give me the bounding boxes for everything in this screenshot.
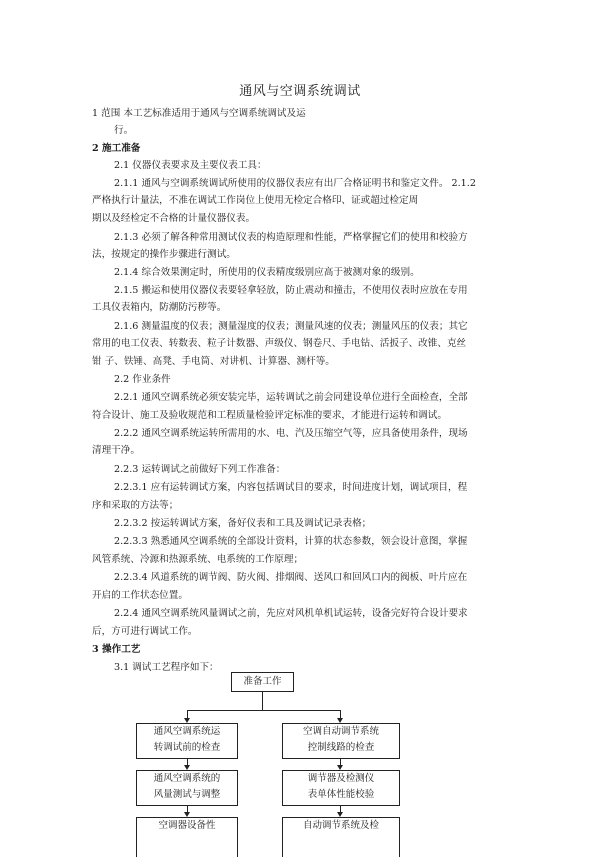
text-line: 2.1.3 必须了解各种常用测试仪表的构造原理和性能，严格掌握它们的使用和校验方 xyxy=(114,232,468,243)
flow-box-text: 表单体性能校验 xyxy=(307,789,375,800)
subsection-heading: 2.2 作业条件 xyxy=(114,374,171,385)
text-line: 法，按规定的操作步骤进行测试。 xyxy=(92,249,236,260)
flow-box-text: 通风空调系统的 xyxy=(153,773,221,784)
flow-box-text: 通风空调系统运 xyxy=(153,726,221,737)
scope-line-1: 1 范围 本工艺标准适用于通风与空调系统调试及运 xyxy=(92,108,306,119)
text-line: 2.2.4 通风空调系统风量调试之前，先应对风机单机试运转，设备完好符合设计要求 xyxy=(114,608,468,619)
text-line: 2.1.1 通风与空调系统调试所使用的仪器仪表应有出厂合格证明书和鉴定文件。 2.1.2 xyxy=(114,178,476,189)
text-line: 符合设计、施工及验收规范和工程质量检验评定标准的要求，才能进行运转和调试。 xyxy=(92,410,447,421)
flow-box-text: 控制线路的检查 xyxy=(307,742,375,753)
text-line: 期以及经检定不合格的计量仪器仪表。 xyxy=(92,213,256,224)
flow-box-control-line-check xyxy=(282,723,400,759)
flow-box-text: 调节器及检测仪 xyxy=(307,773,375,784)
flow-box-text: 空调自动调节系统 xyxy=(302,726,379,737)
flow-box-ahu-performance xyxy=(136,817,238,857)
flow-box-text: 空调器设备性 xyxy=(158,820,216,831)
flow-box-text: 风量测试与调整 xyxy=(153,789,221,800)
text-line: 2.2.2 通风空调系统运转所需用的水、电、汽及压缩空气等，应具备使用条件，现场 xyxy=(114,428,468,439)
text-line: 常用的电工仪表、转数表、粒子计数器、声级仪、钢卷尺、手电钻、活扳子、改锥、克丝 xyxy=(92,338,467,349)
flow-box-text: 转调试前的检查 xyxy=(153,742,221,753)
document-title: 通风与空调系统调试 xyxy=(239,84,361,99)
text-line: 3.1 调试工艺程序如下： xyxy=(114,662,219,673)
flow-box-airflow-test xyxy=(136,770,238,806)
text-line: 2.2.3.3 熟悉通风空调系统的全部设计资料，计算的状态参数，领会设计意图，掌握 xyxy=(114,536,468,547)
text-line: 序和采取的方法等； xyxy=(92,500,179,511)
section-heading-prep: 2 施工准备 xyxy=(92,143,141,154)
flow-box-text: 自动调节系统及检 xyxy=(302,820,379,831)
flow-connector xyxy=(262,692,263,710)
text-line: 2.2.3.4 风道系统的调节阀、防火阀、排烟阀、送风口和回风口内的阀板、叶片应在 xyxy=(114,572,468,583)
text-line: 2.2.3.1 应有运转调试方案，内容包括调试目的要求，时间进度计划，调试项目，程 xyxy=(114,482,468,493)
text-line: 后，方可进行调试工作。 xyxy=(92,626,198,637)
text-line: 钳 子、铁锤、高凳、手电筒、对讲机、计算器、测杆等。 xyxy=(92,356,335,367)
text-line: 2.2.3 运转调试之前做好下列工作准备： xyxy=(114,464,286,475)
text-line: 2.2.1 通风空调系统必须安装完毕，运转调试之前会同建设单位进行全面检查，全部 xyxy=(114,392,468,403)
text-line: 2.1.4 综合效果测定时，所使用的仪表精度级别应高于被测对象的级别。 xyxy=(114,267,420,278)
section-heading-process: 3 操作工艺 xyxy=(92,644,141,655)
text-line: 2.1.6 测量温度的仪表；测量湿度的仪表；测量风速的仪表；测量风压的仪表；其它 xyxy=(114,321,468,332)
text-line: 开启的工作状态位置。 xyxy=(92,590,188,601)
flow-box-prepare: 准备工作 xyxy=(231,672,294,692)
text-line: 2.2.3.2 按运转调试方案，备好仪表和工具及调试记录表格； xyxy=(114,518,372,529)
text-line: 清理干净。 xyxy=(92,445,140,456)
text-line: 风管系统、冷源和热源系统、电系统的工作原理； xyxy=(92,554,304,565)
flow-box-prestart-check xyxy=(136,723,238,759)
flow-box-instrument-calibration xyxy=(282,770,400,806)
text-line: 2.1.5 搬运和使用仪器仪表要轻拿轻放，防止震动和撞击，不使用仪表时应放在专用 xyxy=(114,285,468,296)
flow-box-auto-control-test xyxy=(282,817,400,857)
text-line: 严格执行计量法，不准在调试工作岗位上使用无检定合格印、证或超过检定周 xyxy=(92,195,419,206)
text-line: 工具仪表箱内，防潮防污秽等。 xyxy=(92,302,227,313)
text-line: 2.1 仪器仪表要求及主要仪表工具： xyxy=(114,160,267,171)
flow-connector xyxy=(187,710,341,711)
scope-line-2: 行。 xyxy=(114,125,134,136)
